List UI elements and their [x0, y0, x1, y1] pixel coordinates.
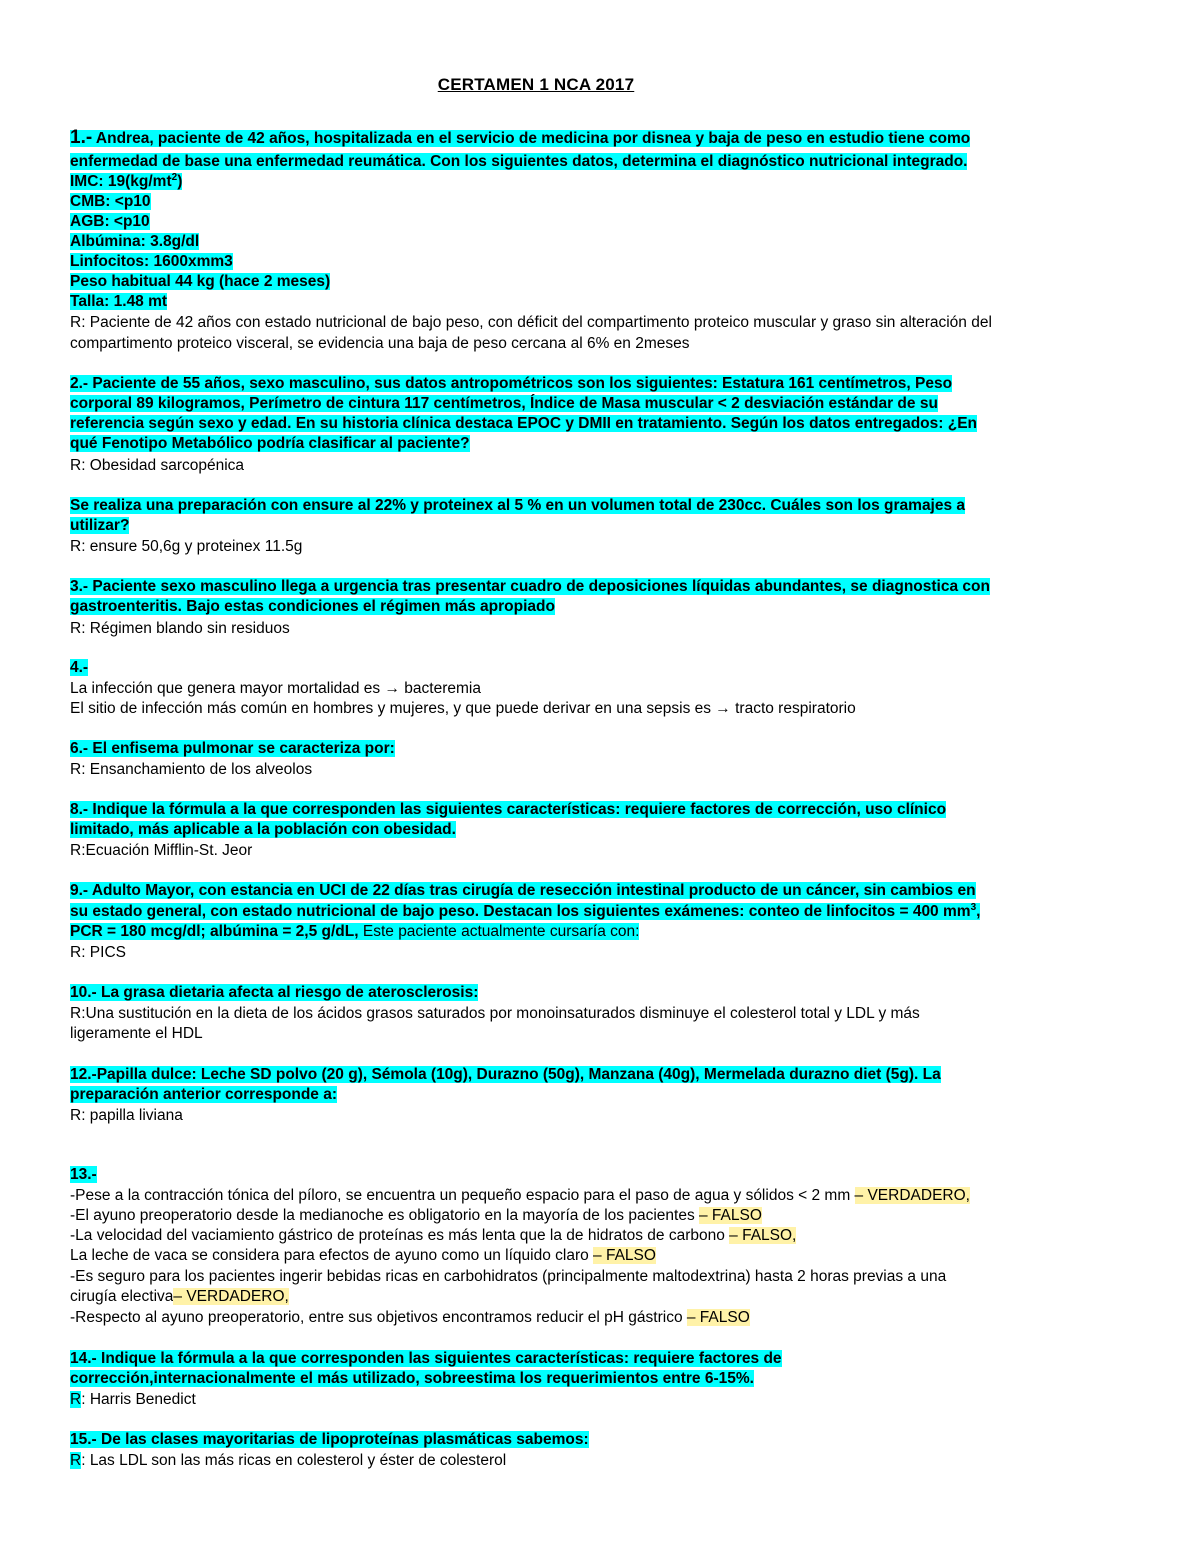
- q2-text-4: qué Fenotipo Metabólico podría clasificar al paciente?: [70, 435, 470, 452]
- q13-g-text: -Respecto al ayuno preoperatorio, entre sus objetivos encontramos reducir el pH gástrico: [70, 1309, 687, 1326]
- q9-line-2: [70, 902, 980, 922]
- q3-text-2: gastroenteritis. Bajo estas condiciones el régimen más apropiado: [70, 598, 555, 615]
- q1-peso-text: Peso habitual 44 kg (hace 2 meses): [70, 273, 331, 290]
- q8-text-1: 8.- Indique la fórmula a la que corresponden las siguientes características: requiere factores de corrección, uso clínico: [70, 801, 947, 818]
- q13-item-e: -Es seguro para los pacientes ingerir bebidas ricas en carbohidratos (principalmente maltodextrina) hasta 2 horas previas a una: [70, 1268, 947, 1285]
- q13-item-a: [70, 1186, 970, 1206]
- q1-agb-text: AGB: <p10: [70, 213, 150, 230]
- q14-answer: [70, 1390, 196, 1410]
- q9-text-1: 9.- Adulto Mayor, con estancia en UCI de 22 días tras cirugía de resección intestinal producto de un cáncer, sin cambios en: [70, 882, 976, 899]
- q8-answer: R:Ecuación Mifflin-St. Jeor: [70, 842, 253, 859]
- q13-item-g: [70, 1308, 750, 1328]
- q13-c-text: -La velocidad del vaciamiento gástrico de proteínas es más lenta que la de hidratos de carbono: [70, 1227, 730, 1244]
- q3-answer: R: Régimen blando sin residuos: [70, 620, 290, 637]
- q6-text-1: 6.- El enfisema pulmonar se caracteriza por:: [70, 740, 395, 757]
- q15-answer: [70, 1451, 506, 1471]
- q14-line-1: [70, 1349, 782, 1369]
- q1-answer-1: R: Paciente de 42 años con estado nutricional de bajo peso, con déficit del compartimento proteico muscular y graso sin alteración del: [70, 314, 992, 331]
- q8-line-2: [70, 820, 456, 840]
- q9-text-2-end: ,: [976, 903, 981, 920]
- q1-alb-text: Albúmina: 3.8g/dl: [70, 233, 200, 250]
- q13-b-answer: – FALSO: [699, 1207, 762, 1224]
- q13-a-answer: – VERDADERO,: [854, 1187, 970, 1204]
- q3-text-1: 3.- Paciente sexo masculino llega a urgencia tras presentar cuadro de deposiciones líquidas abundantes, se diagnostica con: [70, 578, 990, 595]
- q2-text-1: 2.- Paciente de 55 años, sexo masculino, sus datos antropométricos son los siguientes: Estatura 161 centímetros, Peso: [70, 375, 953, 392]
- q13-f-answer: – VERDADERO,: [173, 1288, 289, 1305]
- q15-text-1: 15.- De las clases mayoritarias de lipoproteínas plasmáticas sabemos:: [70, 1431, 589, 1448]
- q8-text-2: limitado, más aplicable a la población con obesidad.: [70, 821, 456, 838]
- q9-answer: R: PICS: [70, 944, 126, 961]
- q3-line-1: [70, 577, 990, 597]
- q14-text-2: corrección,internacionalmente el más utilizado, sobreestima los requerimientos entre 6-15%.: [70, 1370, 754, 1387]
- q13-c-answer: – FALSO,: [729, 1227, 797, 1244]
- document-title: CERTAMEN 1 NCA 2017: [437, 75, 635, 94]
- q13-item-c: [70, 1226, 796, 1246]
- qprep-text-2: utilizar?: [70, 517, 130, 534]
- qprep-text-1: Se realiza una preparación con ensure al 22% y proteinex al 5 % en un volumen total de 230cc. Cuáles son los gramajes a: [70, 497, 966, 514]
- q1-talla-text: Talla: 1.48 mt: [70, 293, 168, 310]
- q1-peso: [70, 272, 330, 292]
- q13-number: [70, 1165, 97, 1185]
- q13-item-f: [70, 1287, 289, 1307]
- q2-line-1: [70, 374, 952, 394]
- q9-text-3-rest: Este paciente actualmente cursaría con:: [358, 923, 640, 940]
- q2-text-3: referencia según sexo y edad. En su historia clínica destaca EPOC y DMII en tratamiento. Según los datos entregados: ¿En: [70, 415, 977, 432]
- qprep-line-1: [70, 496, 965, 516]
- q13-a-text: -Pese a la contracción tónica del píloro, se encuentra un pequeño espacio para el paso de agua y sólidos < 2 mm: [70, 1187, 855, 1204]
- q1-talla: [70, 292, 167, 312]
- q1-cmb-text: CMB: <p10: [70, 193, 151, 210]
- q1-number: 1.-: [70, 127, 93, 148]
- q12-text-2: preparación anterior corresponde a:: [70, 1086, 338, 1103]
- q12-line-1: [70, 1065, 941, 1085]
- q1-line-2: [70, 152, 967, 172]
- q13-b-text: -El ayuno preoperatorio desde la medianoche es obligatorio en la mayoría de los pacientes: [70, 1207, 699, 1224]
- q13-f-text: cirugía electiva: [70, 1288, 174, 1305]
- q2-answer: R: Obesidad sarcopénica: [70, 457, 245, 474]
- q1-imc: [70, 172, 182, 192]
- q10-text-1: 10.- La grasa dietaria afecta al riesgo de aterosclerosis:: [70, 984, 479, 1001]
- q12-text-1: 12.-Papilla dulce: Leche SD polvo (20 g), Sémola (10g), Durazno (50g), Manzana (40g), Mermelada durazno diet (5g). La: [70, 1066, 941, 1083]
- q1-imc-end: ): [177, 173, 183, 190]
- q9-line-3: [70, 922, 639, 942]
- q1-linf-text: Linfocitos: 1600xmm3: [70, 253, 233, 270]
- q1-agb: [70, 212, 150, 232]
- q1-text-2: enfermedad de base una enfermedad reumática. Con los siguientes datos, determina el diagnóstico nutricional integrado.: [70, 153, 968, 170]
- q15-answer-prefix: R: [70, 1452, 82, 1469]
- qprep-answer: R: ensure 50,6g y proteinex 11.5g: [70, 538, 303, 555]
- q1-imc-text: IMC: 19(kg/mt: [70, 173, 172, 190]
- q1-text-1: Andrea, paciente de 42 años, hospitalizada en el servicio de medicina por disnea y baja de peso en estudio tiene como: [92, 130, 971, 147]
- q4-item-a: La infección que genera mayor mortalidad es → bacteremia: [70, 680, 481, 697]
- q2-line-4: [70, 434, 470, 454]
- q1-answer-2: compartimento proteico visceral, se evidencia una baja de peso cercana al 6% en 2meses: [70, 335, 690, 352]
- q14-line-2: [70, 1369, 754, 1389]
- q14-text-1: 14.- Indique la fórmula a la que corresponden las siguientes características: requiere factores de: [70, 1350, 782, 1367]
- q1-line-1: [70, 128, 970, 149]
- q13-d-text: La leche de vaca se considera para efectos de ayuno como un líquido claro: [70, 1247, 594, 1264]
- q9-text-2: su estado general, con estado nutricional de bajo peso. Destacan los siguientes exámenes: conteo de linfocitos = 400 mm: [70, 903, 971, 920]
- q13-item-d: [70, 1246, 656, 1266]
- q4-item-b: El sitio de infección más común en hombres y mujeres, y que puede derivar en una sepsis es → tracto respiratorio: [70, 700, 856, 717]
- q9-text-3-bold: PCR = 180 mcg/dl; albúmina = 2,5 g/dL,: [70, 923, 359, 940]
- q1-albumina: [70, 232, 199, 252]
- q13-number-text: 13.-: [70, 1166, 97, 1183]
- q1-cmb: [70, 192, 151, 212]
- q6-answer: R: Ensanchamiento de los alveolos: [70, 761, 313, 778]
- q15-answer-text: : Las LDL son las más ricas en colesterol y éster de colesterol: [81, 1452, 507, 1469]
- q2-line-3: [70, 414, 977, 434]
- q12-answer: R: papilla liviana: [70, 1107, 183, 1124]
- qprep-line-2: [70, 516, 129, 536]
- q2-line-2: [70, 394, 938, 414]
- q14-answer-prefix: R: [70, 1391, 82, 1408]
- q13-g-answer: – FALSO: [686, 1309, 750, 1326]
- q8-line-1: [70, 800, 946, 820]
- q9-line-1: [70, 881, 976, 901]
- q10-answer-1: R:Una sustitución en la dieta de los ácidos grasos saturados por monoinsaturados disminuye el colesterol total y LDL y más: [70, 1005, 920, 1022]
- q2-text-2: corporal 89 kilogramos, Perímetro de cintura 117 centímetros, Índice de Masa muscular < 2 desviación estándar de su: [70, 395, 938, 412]
- q13-d-answer: – FALSO: [593, 1247, 656, 1264]
- q10-line-1: [70, 983, 478, 1003]
- q3-line-2: [70, 597, 555, 617]
- q1-linfocitos: [70, 252, 233, 272]
- q10-answer-2: ligeramente el HDL: [70, 1025, 203, 1042]
- q9-sup: 3: [970, 901, 977, 913]
- q4-number-text: 4.-: [70, 659, 89, 676]
- q4-number: [70, 658, 88, 678]
- q12-line-2: [70, 1085, 337, 1105]
- q13-item-b: [70, 1206, 762, 1226]
- q1-imc-sup: 2: [171, 171, 178, 183]
- q6-line-1: [70, 739, 395, 759]
- q14-answer-text: : Harris Benedict: [81, 1391, 196, 1408]
- q15-line-1: [70, 1430, 589, 1450]
